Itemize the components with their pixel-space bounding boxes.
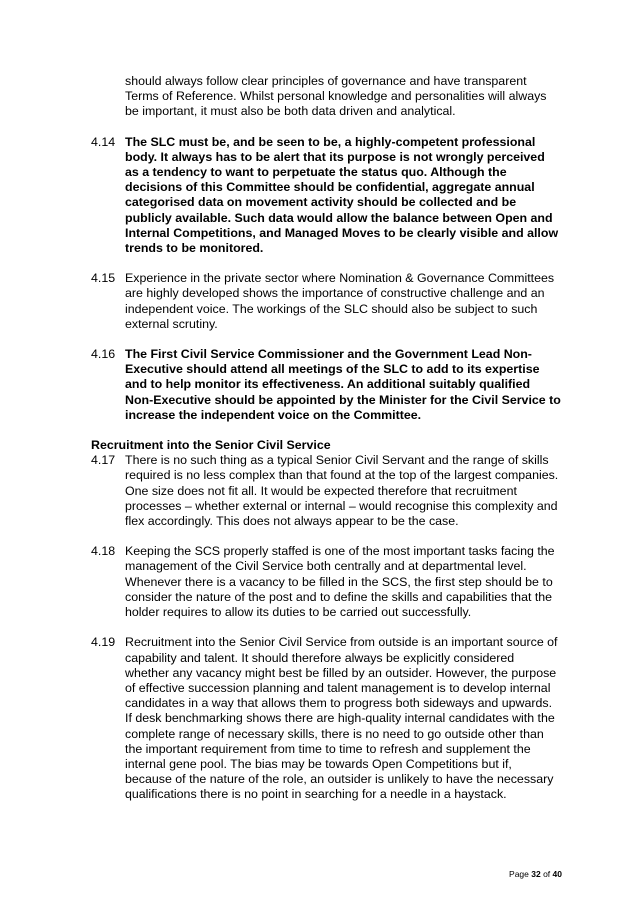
page-total: 40 [552, 869, 562, 879]
page-number: 32 [531, 869, 541, 879]
page-footer [400, 869, 562, 879]
paragraph-text: The First Civil Service Commissioner and the Government Lead Non-Executive should attend all meetings of the SLC to add to its expertise and to help monitor its effectiveness. An additional suitably qualified Non-Executive should be appointed by the Minister for the Civil Service to increase the independent voice on the Committee. [125, 347, 561, 422]
paragraph-number: 4.15 [91, 271, 116, 286]
paragraph-4-17 [91, 453, 561, 529]
paragraph-text: Keeping the SCS properly staffed is one of the most important tasks facing the management of the Civil Service both centrally and at departmental level. Whenever there is a vacancy to be filled in the SCS, the first step should be to consider the nature of the post and to define the skills and capabilities that the holder requires to allow its duties to be carried out successfully. [125, 544, 555, 620]
paragraph-4-18 [91, 544, 561, 620]
continued-paragraph: should always follow clear principles of governance and have transparent Terms of Reference. Whilst personal knowledge and personalities will always be important, it must also be both data driven and analytical. [125, 74, 547, 119]
paragraph-text: There is no such thing as a typical Senior Civil Servant and the range of skills required is no less complex than that found at the top of the largest companies. One size does not fit all. It would be expected therefore that recruitment processes – whether external or internal – would recognise this complexity and flex accordingly. This does not always appear to be the case. [125, 453, 559, 529]
paragraph-number: 4.16 [91, 347, 116, 362]
paragraph-number: 4.14 [91, 134, 116, 149]
page-body [91, 74, 561, 803]
paragraph-text: The SLC must be, and be seen to be, a highly-competent professional body. It always has to be alert that its purpose is not wrongly perceived as a tendency to want to perpetuate the status quo. Although the decisions of this Committee should be confidential, aggregate annual categorised data on movement activity should be collected and be publicly available. Such data would allow the balance between Open and Internal Competitions, and Managed Moves to be clearly visible and allow trends to be monitored. [125, 134, 559, 256]
paragraph-number: 4.19 [91, 635, 116, 650]
paragraph-4-14 [91, 135, 561, 257]
paragraph-text: Recruitment into the Senior Civil Service from outside is an important source of capability and talent. It should therefore always be explicitly considered whether any vacancy might best be filled by an outsider. However, the purpose of effective succession planning and talent management is to develop internal candidates in a way that allows them to progress both sideways and upwards. If desk benchmarking shows there are high-quality internal candidates with the complete range of necessary skills, there is no need to go outside other than the important requirement from time to time to refresh and supplement the internal gene pool. The bias may be towards Open Competitions but if, because of the nature of the role, an outsider is unlikely to have the necessary qualifications there is no point in searching for a needle in a haystack. [125, 635, 558, 802]
paragraph-number: 4.17 [91, 453, 116, 468]
page-label: Page [509, 869, 532, 879]
paragraph-4-16 [91, 347, 561, 423]
paragraph-text: Experience in the private sector where Nomination & Governance Committees are highly developed shows the importance of constructive challenge and an independent voice. The workings of the SLC should also be subject to such external scrutiny. [125, 271, 555, 331]
paragraph-4-19 [91, 635, 561, 802]
section-heading: Recruitment into the Senior Civil Service [91, 438, 331, 453]
page-of-label: of [540, 869, 553, 879]
paragraph-number: 4.18 [91, 544, 116, 559]
paragraph-4-15 [91, 271, 561, 332]
